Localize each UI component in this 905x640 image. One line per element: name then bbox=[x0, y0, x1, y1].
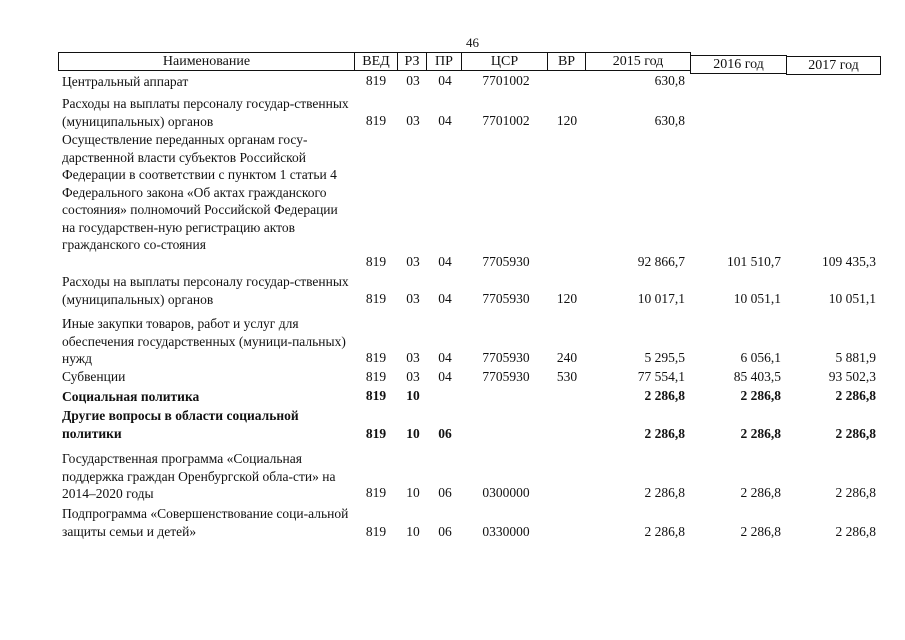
header-2017: 2017 год bbox=[786, 56, 881, 75]
cell-y2016: 2 286,8 bbox=[740, 426, 781, 441]
cell-pr: 06 bbox=[438, 485, 452, 500]
cell-y2017: 2 286,8 bbox=[835, 388, 876, 403]
header-name: Наименование bbox=[58, 52, 355, 71]
row-name: Расходы на выплаты персоналу государ-ственных (муниципальных) органов bbox=[62, 274, 349, 307]
header-rz: РЗ bbox=[397, 52, 427, 71]
cell-y2016: 10 051,1 bbox=[733, 291, 781, 306]
cell-y2015: 77 554,1 bbox=[637, 369, 685, 384]
row-name: Осуществление переданных органам госу-дарственной власти субъектов Российской Федерации в соответствии с пунктом 1 статьи 4 Федерального закона «Об актах гражданского состояния» полномочий Российской Федерации на государствен-ную регистрацию актов гражданского со-стояния bbox=[62, 132, 338, 252]
cell-csr: 7705930 bbox=[482, 369, 530, 384]
cell-csr: 7701002 bbox=[482, 113, 530, 128]
cell-y2015: 10 017,1 bbox=[637, 291, 685, 306]
row-name: Центральный аппарат bbox=[62, 74, 189, 89]
cell-y2016: 2 286,8 bbox=[740, 388, 781, 403]
row-name: Государственная программа «Социальная поддержка граждан Оренбургской обла-сти» на 2014–2020 годы bbox=[62, 451, 336, 501]
cell-y2017: 109 435,3 bbox=[822, 254, 876, 269]
cell-vr: 530 bbox=[556, 369, 578, 384]
cell-ved: 819 bbox=[365, 254, 387, 269]
cell-csr: 7705930 bbox=[482, 291, 530, 306]
cell-pr: 04 bbox=[438, 369, 452, 384]
cell-y2016: 85 403,5 bbox=[733, 369, 781, 384]
cell-y2017: 10 051,1 bbox=[828, 291, 876, 306]
cell-y2017: 5 881,9 bbox=[835, 350, 876, 365]
cell-pr: 04 bbox=[438, 291, 452, 306]
row-name: Иные закупки товаров, работ и услуг для обеспечения государственных (муници-пальных) нужд bbox=[62, 316, 346, 366]
cell-pr: 04 bbox=[438, 113, 452, 128]
row-name: Подпрограмма «Совершенствование соци-альной защиты семьи и детей» bbox=[62, 506, 349, 539]
cell-rz: 10 bbox=[406, 388, 420, 403]
cell-csr: 7701002 bbox=[482, 73, 530, 88]
cell-pr: 04 bbox=[438, 350, 452, 365]
header-2016: 2016 год bbox=[690, 55, 787, 74]
cell-pr: 04 bbox=[438, 73, 452, 88]
cell-csr: 0300000 bbox=[482, 485, 530, 500]
cell-ved: 819 bbox=[365, 426, 387, 441]
cell-y2015: 2 286,8 bbox=[644, 485, 685, 500]
cell-y2016: 6 056,1 bbox=[740, 350, 781, 365]
page-number: 46 bbox=[466, 35, 479, 50]
cell-y2015: 630,8 bbox=[654, 73, 685, 88]
cell-y2017: 2 286,8 bbox=[835, 485, 876, 500]
cell-pr: 04 bbox=[438, 254, 452, 269]
cell-y2015: 2 286,8 bbox=[644, 388, 685, 403]
cell-ved: 819 bbox=[365, 291, 387, 306]
cell-rz: 03 bbox=[406, 73, 420, 88]
cell-rz: 10 bbox=[406, 485, 420, 500]
cell-rz: 03 bbox=[406, 350, 420, 365]
cell-y2016: 101 510,7 bbox=[727, 254, 781, 269]
cell-ved: 819 bbox=[365, 113, 387, 128]
cell-ved: 819 bbox=[365, 388, 387, 403]
row-name: Социальная политика bbox=[62, 389, 200, 404]
cell-csr: 0330000 bbox=[482, 524, 530, 539]
cell-csr: 7705930 bbox=[482, 254, 530, 269]
header-csr: ЦСР bbox=[461, 52, 548, 71]
cell-vr: 120 bbox=[556, 113, 578, 128]
cell-rz: 10 bbox=[406, 524, 420, 539]
cell-y2016: 2 286,8 bbox=[740, 524, 781, 539]
cell-vr: 120 bbox=[556, 291, 578, 306]
cell-y2015: 630,8 bbox=[654, 113, 685, 128]
cell-ved: 819 bbox=[365, 73, 387, 88]
cell-rz: 03 bbox=[406, 254, 420, 269]
cell-y2016: 2 286,8 bbox=[740, 485, 781, 500]
cell-vr: 240 bbox=[556, 350, 578, 365]
cell-rz: 03 bbox=[406, 291, 420, 306]
cell-rz: 10 bbox=[406, 426, 420, 441]
cell-rz: 03 bbox=[406, 369, 420, 384]
cell-y2017: 93 502,3 bbox=[828, 369, 876, 384]
cell-y2017: 2 286,8 bbox=[835, 524, 876, 539]
cell-y2015: 5 295,5 bbox=[644, 350, 685, 365]
cell-rz: 03 bbox=[406, 113, 420, 128]
row-name: Субвенции bbox=[62, 369, 126, 384]
cell-pr: 06 bbox=[438, 524, 452, 539]
row-name: Расходы на выплаты персоналу государ-ственных (муниципальных) органов bbox=[62, 96, 349, 129]
header-pr: ПР bbox=[426, 52, 462, 71]
cell-pr: 06 bbox=[438, 426, 452, 441]
cell-y2015: 92 866,7 bbox=[637, 254, 685, 269]
cell-y2015: 2 286,8 bbox=[644, 524, 685, 539]
cell-ved: 819 bbox=[365, 524, 387, 539]
header-ved: ВЕД bbox=[354, 52, 398, 71]
header-vr: ВР bbox=[547, 52, 586, 71]
cell-y2015: 2 286,8 bbox=[644, 426, 685, 441]
cell-csr: 7705930 bbox=[482, 350, 530, 365]
cell-y2017: 2 286,8 bbox=[835, 426, 876, 441]
header-2015: 2015 год bbox=[585, 52, 691, 71]
cell-ved: 819 bbox=[365, 485, 387, 500]
cell-ved: 819 bbox=[365, 369, 387, 384]
cell-ved: 819 bbox=[365, 350, 387, 365]
row-name: Другие вопросы в области социальной политики bbox=[62, 408, 299, 441]
